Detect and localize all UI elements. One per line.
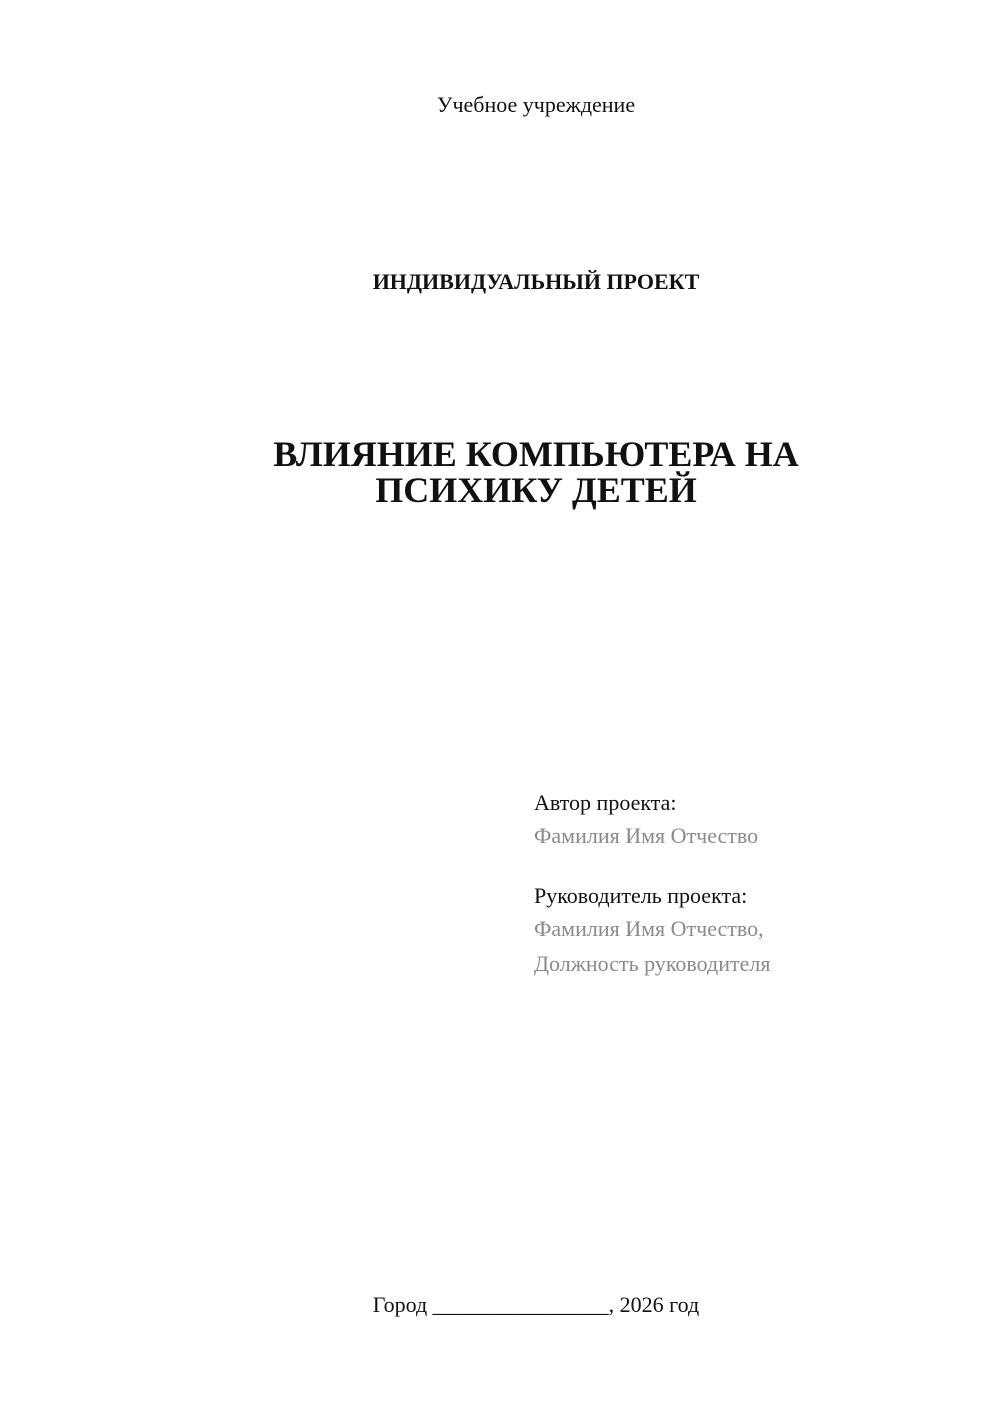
supervisor-position: Должность руководителя [534,951,771,976]
city-year-line: Город ________________, 2026 год [372,1292,700,1317]
author-name: Фамилия Имя Отчество [534,823,759,848]
document-type: ИНДИВИДУАЛЬНЫЙ ПРОЕКТ [372,269,700,294]
institution-name: Учебное учреждение [436,92,636,117]
author-label: Автор проекта: [534,790,677,815]
supervisor-label: Руководитель проекта: [534,883,748,908]
supervisor-name: Фамилия Имя Отчество, [534,916,764,941]
project-title-line-1: ВЛИЯНИЕ КОМПЬЮТЕРА НА [273,434,799,474]
project-title-line-2: ПСИХИКУ ДЕТЕЙ [375,470,697,510]
project-title [0,436,1000,508]
project-info-block [534,788,974,981]
